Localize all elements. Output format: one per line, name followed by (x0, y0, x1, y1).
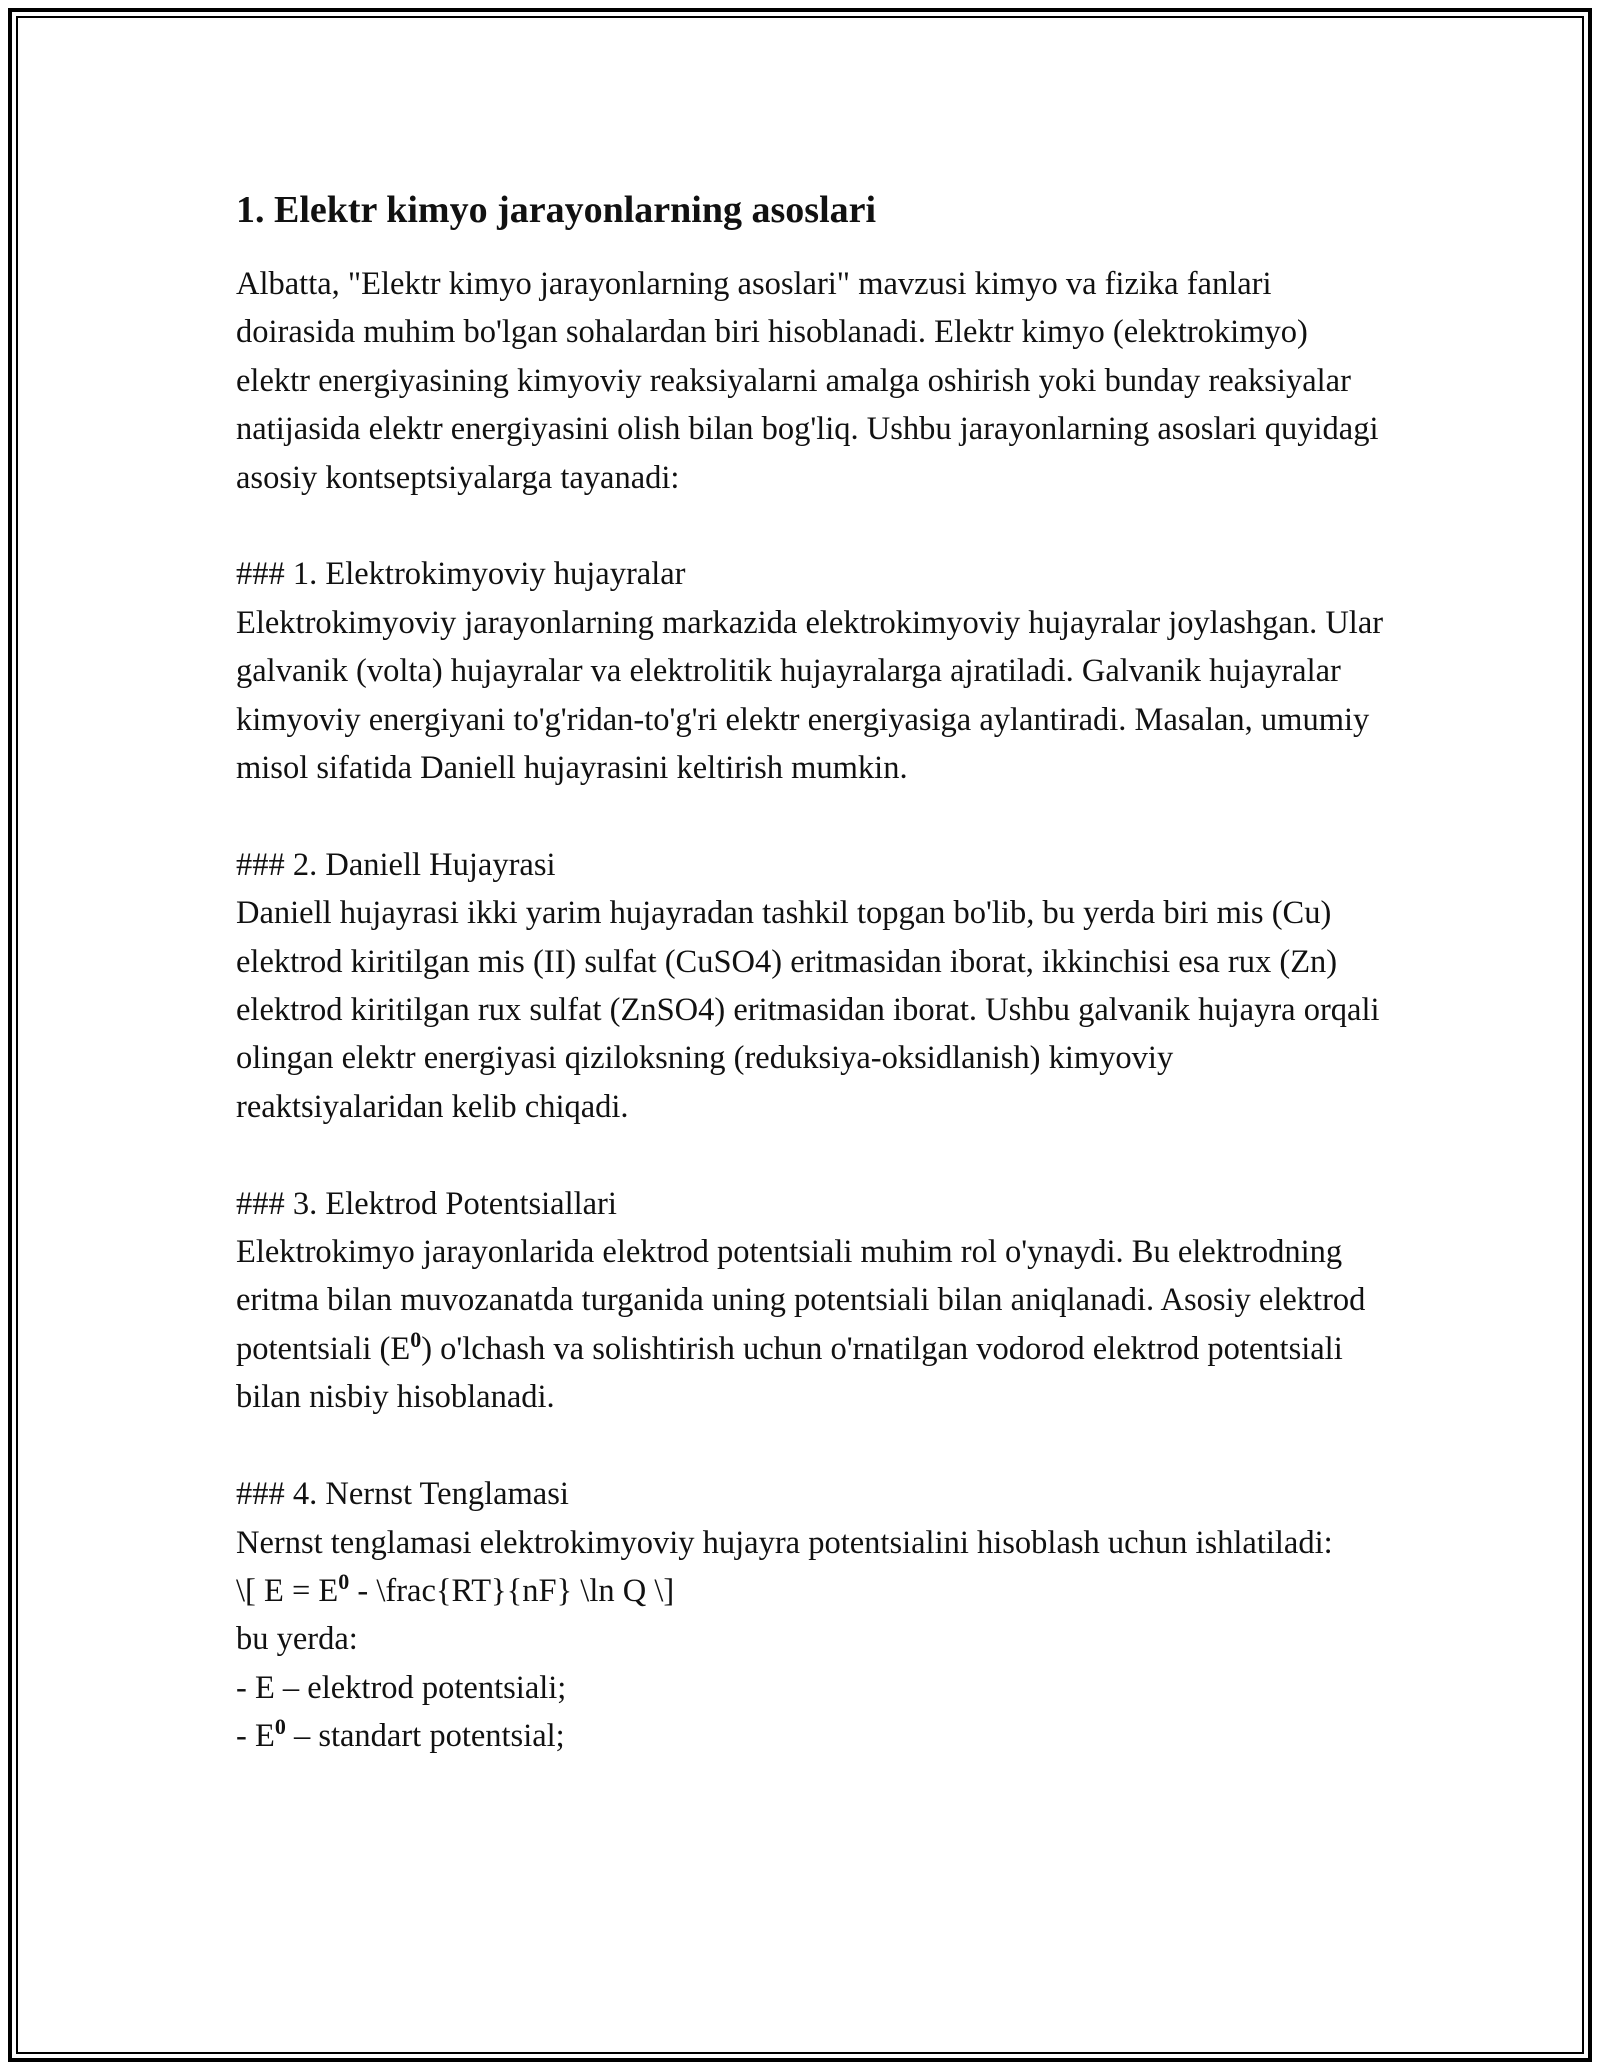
definition-item: - E – elektrod potentsiali; (236, 1669, 567, 1706)
document-body (236, 186, 1386, 1761)
section-text: Elektrokimyoviy jarayonlarning markazida elektrokimyoviy hujayralar joylashgan. Ular galvanik (volta) hujayralar va elektrolitik hujayralarga ajratiladi. Galvanik hujayralar kimyoviy energiyani to'g'ridan-to'g'ri elektr energiyasiga aylantiradi. Masalan, umumiy misol sifatida Daniell hujayrasini keltirish mumkin. (236, 604, 1384, 787)
item-after: – standart potentsial; (285, 1718, 565, 1755)
superscript-zero: 0 (274, 1714, 286, 1740)
section-nernst-equation (236, 1470, 1386, 1760)
formula-after: - \frac{RT}{nF} \ln Q \] (349, 1572, 675, 1609)
section-heading: ### 2. Daniell Hujayrasi (236, 846, 556, 883)
intro-paragraph: Albatta, "Elektr kimyo jarayonlarning asoslari" mavzusi kimyo va fizika fanlari doirasida muhim bo'lgan sohalardan biri hisoblanadi. Elektr kimyo (elektrokimyo) elektr energiyasining kimyoviy reaksiyalarni amalga oshirish yoki bunday reaksiyalar natijasida elektr energiyasini olish bilan bog'liq. Ushbu jarayonlarning asoslari quyidagi asosiy kontseptsiyalarga tayanadi: (236, 266, 1379, 496)
where-label: bu yerda: (236, 1621, 358, 1658)
document-title: 1. Elektr kimyo jarayonlarning asoslari (236, 189, 877, 231)
section-electrochemical-cells (236, 550, 1386, 792)
formula-line (236, 1567, 1386, 1615)
section-heading: ### 3. Elektrod Potentsiallari (236, 1185, 617, 1222)
section-text: Daniell hujayrasi ikki yarim hujayradan tashkil topgan bo'lib, bu yerda biri mis (Cu) elektrod kiritilgan mis (II) sulfat (CuSO4) eritmasidan iborat, ikkinchisi esa rux (Zn) elektrod kiritilgan rux sulfat (ZnSO4) eritmasidan iborat. Ushbu galvanik hujayra orqali olingan elektr energiyasi qiziloksning (reduksiya-oksidlanish) kimyoviy reaktsiyalaridan kelib chiqadi. (236, 895, 1380, 1125)
text-after-superscript: ) o'lchash va solishtirish uchun o'rnatilgan vodorod elektrod potentsiali bilan nisbiy hisoblanadi. (236, 1330, 1343, 1416)
section-text (236, 1234, 1365, 1415)
section-heading: ### 4. Nernst Tenglamasi (236, 1476, 569, 1513)
section-electrode-potentials (236, 1180, 1386, 1422)
item-before: - E (236, 1718, 275, 1755)
section-text: Nernst tenglamasi elektrokimyoviy hujayra potentsialini hisoblash uchun ishlatiladi: (236, 1524, 1333, 1561)
text-before-superscript: Elektrokimyo jarayonlarida elektrod potentsiali muhim rol o'ynaydi. Bu elektrodning eritma bilan muvozanatda turganida uning potentsiali bilan aniqlanadi. Asosiy elektrod potentsiali (E (236, 1234, 1366, 1367)
section-heading: ### 1. Elektrokimyoviy hujayralar (236, 556, 686, 593)
superscript-zero: 0 (338, 1568, 350, 1594)
superscript-zero: 0 (410, 1326, 422, 1352)
definition-item (236, 1712, 1386, 1760)
section-daniell-cell (236, 841, 1386, 1131)
formula-before: \[ E = E (236, 1572, 339, 1609)
